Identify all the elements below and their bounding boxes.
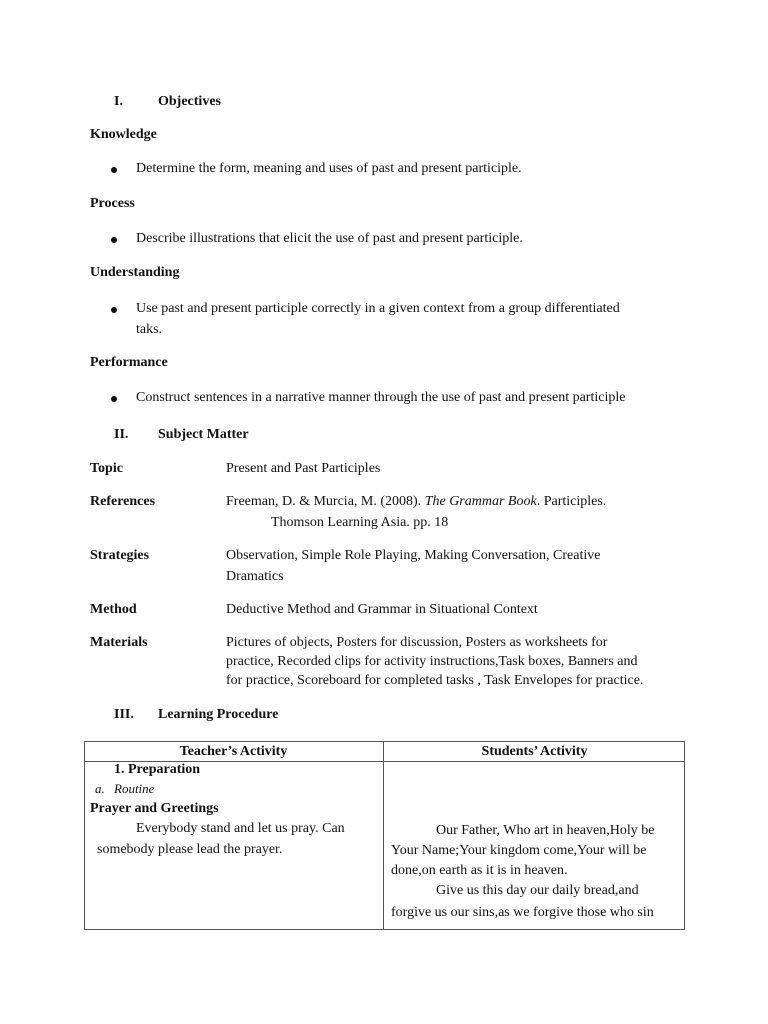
section-number-subject-matter: II. [114, 427, 129, 442]
understanding-bullet-line2: taks. [136, 322, 163, 337]
teacher-line2: somebody please lead the prayer. [97, 842, 283, 857]
students-line3: done,on earth as it is in heaven. [391, 863, 568, 878]
topic-label: Topic [90, 461, 123, 476]
process-heading: Process [90, 196, 135, 211]
topic-value: Present and Past Participles [226, 461, 381, 476]
teacher-line1: Everybody stand and let us pray. Can [136, 821, 345, 836]
routine-marker: a. [95, 781, 105, 796]
routine-label: Routine [114, 781, 155, 796]
references-line2: Thomson Learning Asia. pp. 18 [271, 515, 449, 530]
references-book-title: The Grammar Book [424, 494, 537, 509]
section-number-objectives: I. [114, 94, 123, 109]
teacher-activity-header: Teacher’s Activity [179, 744, 288, 759]
strategies-line2: Dramatics [226, 569, 284, 584]
materials-label: Materials [90, 635, 148, 650]
students-line2: Your Name;Your kingdom come,Your will be [391, 843, 647, 858]
knowledge-bullet-text: Determine the form, meaning and uses of past and present participle. [136, 161, 522, 176]
section-title-objectives: Objectives [158, 94, 221, 109]
materials-line2: practice, Recorded clips for activity instructions,Task boxes, Banners and [226, 654, 638, 669]
materials-line1: Pictures of objects, Posters for discussion, Posters as worksheets for [226, 635, 608, 650]
bullet-dot-icon [111, 237, 117, 243]
bullet-dot-icon [111, 307, 117, 313]
students-activity-header: Students’ Activity [481, 744, 588, 759]
understanding-heading: Understanding [90, 265, 180, 280]
students-line4: Give us this day our daily bread,and [436, 883, 639, 898]
process-bullet-text: Describe illustrations that elicit the use of past and present participle. [136, 231, 523, 246]
bullet-dot-icon [111, 167, 117, 173]
strategies-line1: Observation, Simple Role Playing, Making Conversation, Creative [226, 548, 601, 563]
references-label: References [90, 494, 156, 509]
section-number-learning-procedure: III. [114, 707, 134, 722]
references-authors: Freeman, D. & Murcia, M. (2008). [226, 494, 422, 509]
preparation-heading: 1. Preparation [114, 762, 201, 777]
references-after-book: . Participles. [536, 494, 607, 509]
section-title-subject-matter: Subject Matter [158, 427, 249, 442]
method-label: Method [90, 602, 137, 617]
performance-heading: Performance [90, 355, 168, 370]
materials-line3: for practice, Scoreboard for completed tasks , Task Envelopes for practice. [226, 673, 644, 688]
performance-bullet-text: Construct sentences in a narrative manner through the use of past and present participle [136, 390, 626, 405]
prayer-greetings-heading: Prayer and Greetings [90, 801, 219, 816]
references-line1 [226, 494, 606, 510]
method-value: Deductive Method and Grammar in Situational Context [226, 602, 538, 617]
strategies-label: Strategies [90, 548, 150, 563]
table-column-divider [383, 741, 384, 930]
understanding-bullet-line1: Use past and present participle correctly in a given context from a group differentiated [136, 301, 620, 316]
students-line1: Our Father, Who art in heaven,Holy be [436, 823, 655, 838]
knowledge-heading: Knowledge [90, 127, 157, 142]
students-line5: forgive us our sins,as we forgive those who sin [391, 905, 654, 920]
section-title-learning-procedure: Learning Procedure [158, 707, 279, 722]
bullet-dot-icon [111, 396, 117, 402]
